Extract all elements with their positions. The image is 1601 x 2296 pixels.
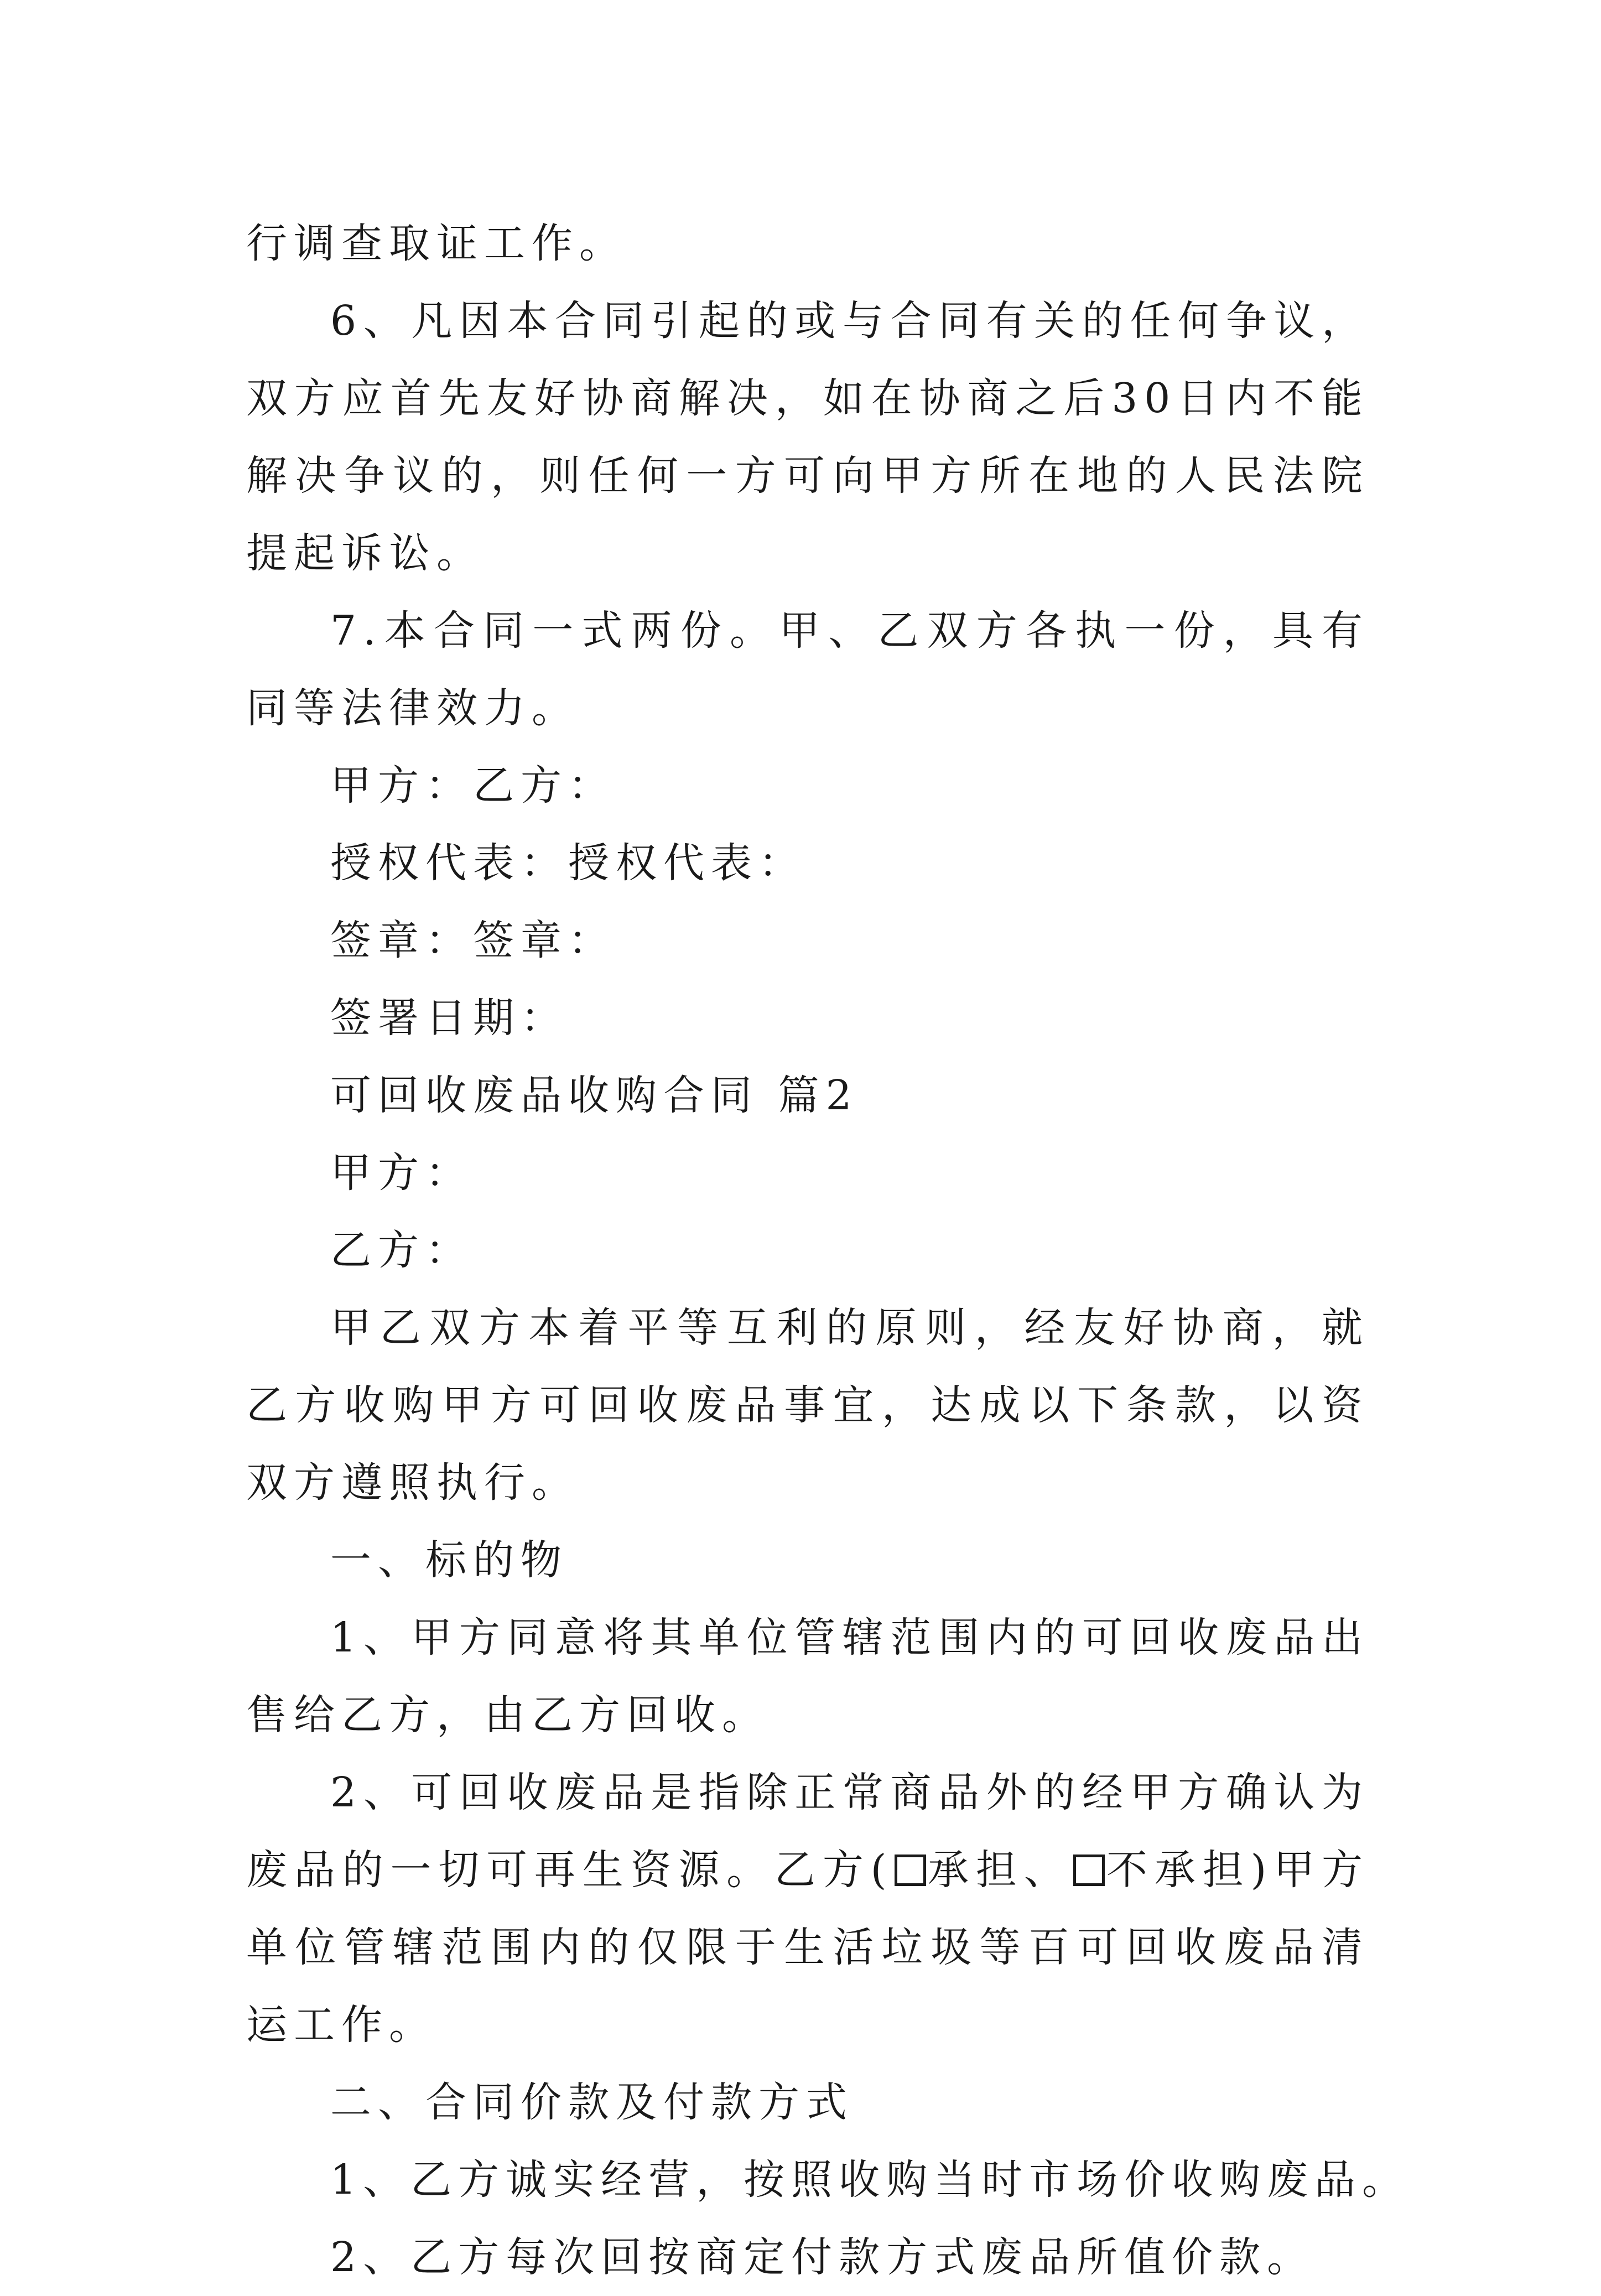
checkbox-not-undertake[interactable]: [1073, 1855, 1105, 1887]
party-b-line: 乙方：: [330, 1227, 473, 1274]
party-a-line: 甲方：: [330, 1149, 473, 1197]
paragraph-clause-2: [246, 1754, 1369, 2064]
paragraph-dispute-clause: 6、凡因本合同引起的或与合同有关的任何争议，双方应首先友好协商解决，如在协商之后30日内不能解决争议的，则任何一方可向甲方所在地的人民法院提起诉讼。: [246, 297, 1369, 577]
checkbox-undertake[interactable]: [895, 1855, 927, 1887]
heading-price-payment: 二、合同价款及付款方式: [330, 2079, 854, 2126]
signature-representative-line: 授权代表：授权代表：: [330, 839, 806, 887]
paragraph-preamble: 甲乙双方本着平等互利的原则，经友好协商，就乙方收购甲方可回收废品事宜，达成以下条款，以资双方遵照执行。: [246, 1304, 1369, 1507]
paragraph-price-clause-2: 2、乙方每次回按商定付款方式废品所值价款。: [330, 2233, 1315, 2281]
paragraph-copies-clause: 7.本合同一式两份。甲、乙双方各执一份，具有同等法律效力。: [246, 607, 1369, 732]
clause-2-option-not-undertake: 不承担)甲方单位管辖范围内的仅限于生活垃圾等百可回收废品清运工作。: [246, 1846, 1370, 2049]
signature-party-line: 甲方：乙方：: [330, 762, 616, 809]
paragraph-continuation: 行调查取证工作。: [246, 220, 627, 267]
clause-2-option-undertake: 承担、: [927, 1846, 1072, 1894]
document-body: [246, 205, 1410, 2296]
heading-subject-matter: 一、标的物: [330, 1536, 568, 1584]
paragraph-price-clause-1: 1、乙方诚实经营，按照收购当时市场价收购废品。: [330, 2156, 1410, 2204]
signature-seal-line: 签章：签章：: [330, 917, 616, 964]
clause-2-text-start: 2、可回收废品是指除正常商品外的经甲方确认为废品的一切可再生资源。乙方(: [246, 1769, 1369, 1894]
paragraph-clause-1: 1、甲方同意将其单位管辖范围内的可回收废品出售给乙方，由乙方回收。: [246, 1614, 1369, 1739]
section-title-part2: 可回收废品收购合同 篇2: [330, 1072, 859, 1119]
signature-date-line: 签署日期：: [330, 994, 568, 1042]
